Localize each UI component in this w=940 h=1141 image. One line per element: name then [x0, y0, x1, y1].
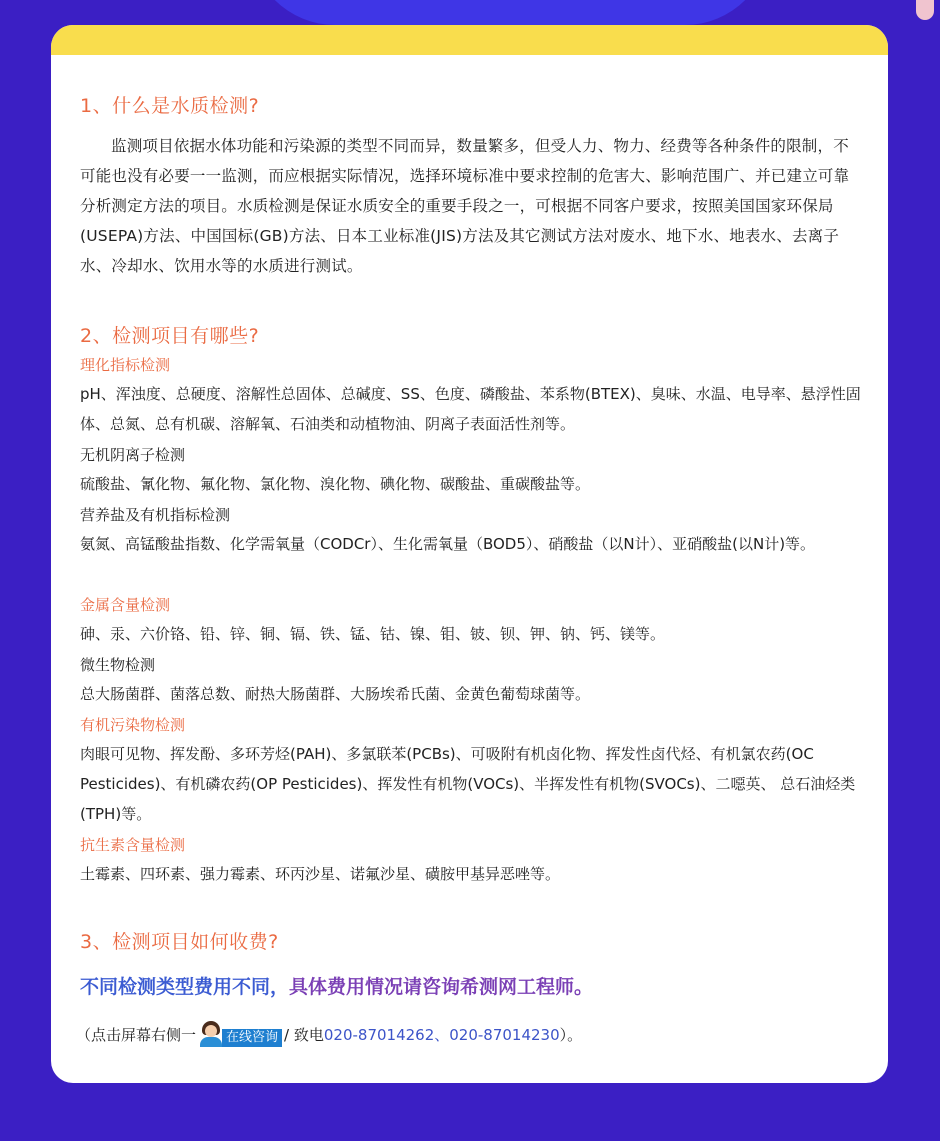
section1-heading: 1、什么是水质检测?	[80, 95, 260, 117]
category-title-organic: 有机污染物检测	[80, 716, 186, 734]
category-content-antibiotics: 土霉素、四环素、强力霉素、环丙沙星、诺氟沙星、磺胺甲基异恶唑等。	[80, 865, 561, 883]
category-content-microbes: 总大肠菌群、菌落总数、耐热大肠菌群、大肠埃希氏菌、金黄色葡萄球菌等。	[80, 685, 591, 703]
category-title-anions: 无机阴离子检测	[80, 446, 186, 464]
fee-info	[80, 972, 593, 999]
phone-numbers: 020-87014262、020-87014230	[323, 1025, 560, 1044]
online-consult-button[interactable]	[198, 1021, 282, 1047]
contact-mid: / 致电	[284, 1025, 324, 1044]
section1-paragraph: 监测项目依据水体功能和污染源的类型不同而异，数量繁多，但受人力、物力、经费等各种条件的限制，不可能也没有必要一一监测，而应根据实际情况，选择环境标准中要求控制的危害大、影响范围广、并已建立可靠分析测定方法的项目。水质检测是保证水质安全的重要手段之一，可根据不同客户要求，按照美国国家环保局(USEPA)方法、中国国标(GB)方法、日本工业标准(JIS)方法及其它测试方法对废水、地下水、地表水、去离子水、冷却水、饮用水等的水质进行测试。	[80, 137, 850, 275]
contact-suffix: ）。	[559, 1025, 583, 1044]
background-blob	[250, 0, 770, 25]
category-title-nutrients: 营养盐及有机指标检测	[80, 506, 231, 524]
section2-heading: 2、检测项目有哪些?	[80, 325, 260, 347]
online-consult-label: 在线咨询	[222, 1029, 282, 1047]
fee-text-part2: 具体费用情况请咨询希测网工程师。	[289, 976, 594, 998]
card-top-bar	[51, 25, 888, 55]
category-content-physchem: pH、浑浊度、总硬度、溶解性总固体、总碱度、SS、色度、磷酸盐、苯系物(BTEX)、臭味、水温、电导率、悬浮性固体、总氮、总有机碳、溶解氧、石油类和动植物油、阴离子表面活性剂等。	[80, 385, 861, 433]
category-content-anions: 硫酸盐、氰化物、氟化物、氯化物、溴化物、碘化物、碳酸盐、重碳酸盐等。	[80, 475, 591, 493]
contact-line	[76, 1021, 582, 1047]
category-title-microbes: 微生物检测	[80, 656, 156, 674]
background-decoration	[916, 0, 934, 20]
category-title-antibiotics: 抗生素含量检测	[80, 836, 186, 854]
contact-prefix: （点击屏幕右侧一	[76, 1025, 197, 1044]
category-title-physchem: 理化指标检测	[80, 356, 171, 374]
category-content-nutrients: 氨氮、高锰酸盐指数、化学需氧量（CODCr）、生化需氧量（BOD5）、硝酸盐（以N计）、亚硝酸盐(以N计)等。	[80, 535, 816, 553]
category-content-organic: 肉眼可见物、挥发酚、多环芳烃(PAH)、多氯联苯(PCBs)、可吸附有机卤化物、挥发性卤代烃、有机氯农药(OC Pesticides)、有机磷农药(OP Pesticides)、挥发性有机物(VOCs)、半挥发性有机物(SVOCs)、二噁英、 总石油烃类(TPH)等。	[80, 745, 856, 823]
section3-heading: 3、检测项目如何收费?	[80, 931, 279, 953]
customer-service-avatar-icon	[198, 1021, 224, 1047]
fee-text-part1: 不同检测类型费用不同，	[80, 976, 290, 998]
category-title-metals: 金属含量检测	[80, 596, 171, 614]
content-card	[51, 25, 888, 1083]
category-content-metals: 砷、汞、六价铬、铅、锌、铜、镉、铁、锰、钴、镍、钼、铍、钡、钾、钠、钙、镁等。	[80, 625, 666, 643]
